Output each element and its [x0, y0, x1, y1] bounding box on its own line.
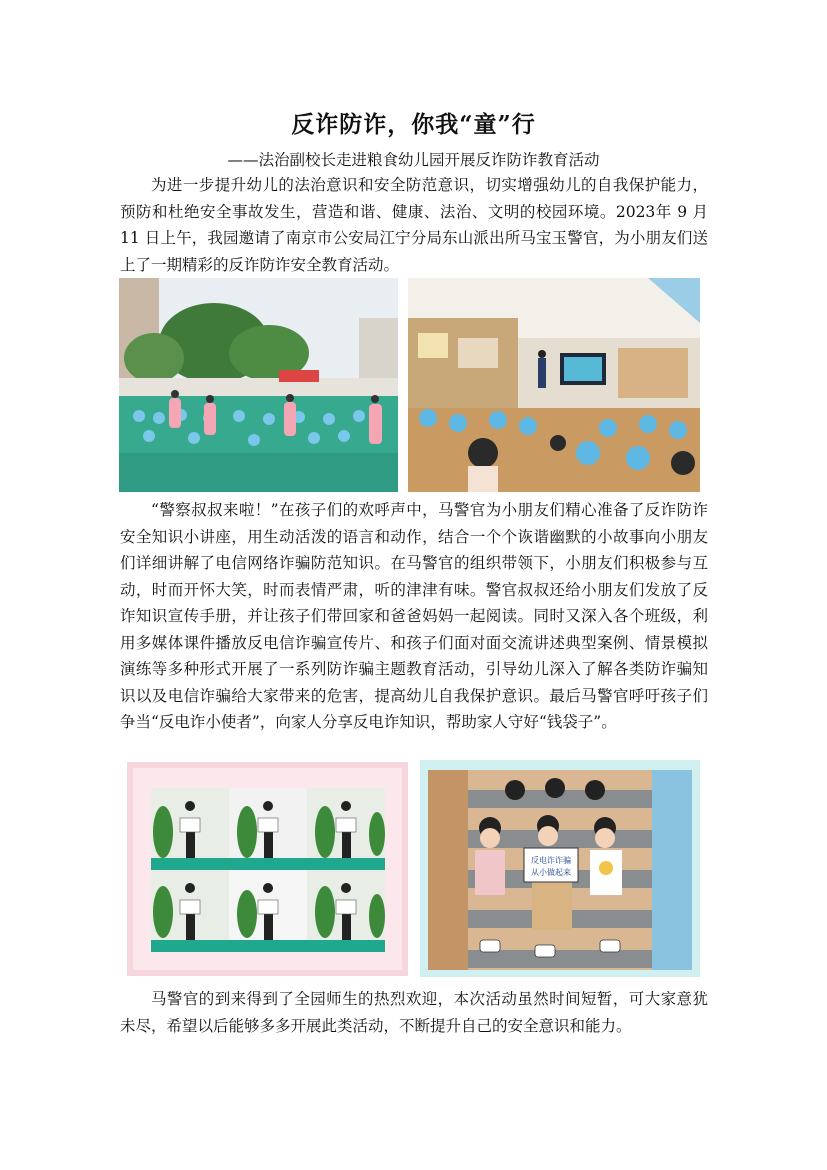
- sign-line-1: 反电诈诈骗: [531, 856, 571, 865]
- paragraph-activity: “警察叔叔来啦！”在孩子们的欢呼声中，马警官为小朋友们精心准备了反诈防诈安全知识小讲座，用生动活泼的语言和动作，结合一个个诙谐幽默的小故事向小朋友们详细讲解了电信网络诈骗防范知识。在马警官的组织带领下，小朋友们积极参与互动，时而开怀大笑，时而表情严肃，听的津津有味。警官叔叔还给小朋友们发放了反诈知识宣传手册，并让孩子们带回家和爸爸妈妈一起阅读。同时又深入各个班级，利用多媒体课件播放反电信诈骗宣传片、和孩子们面对面交流讲述典型案例、情景模拟演练等多种形式开展了一系列防诈骗主题教育活动，引导幼儿深入了解各类防诈骗知识以及电信诈骗给大家带来的危害，提高幼儿自我保护意识。最后马警官呼吁孩子们争当“反电诈小使者”，向家人分享反电诈知识，帮助家人守好“钱袋子”。: [120, 501, 708, 731]
- paragraph-conclusion: 马警官的到来得到了全园师生的热烈欢迎，本次活动虽然时间短暂，可大家意犹未尽，希望以后能够多多开展此类活动，不断提升自己的安全意识和能力。: [120, 990, 708, 1035]
- photo-playground-gathering: [119, 278, 398, 492]
- photo-collage-kids-signs: [127, 762, 408, 976]
- sign-line-2: 从小做起来: [531, 868, 571, 877]
- article-title: 反诈防诈，你我“童”行: [291, 111, 536, 138]
- photo-kids-stairs-sign: [420, 760, 700, 977]
- paragraph-intro: 为进一步提升幼儿的法治意识和安全防范意识，切实增强幼儿的自我保护能力，预防和杜绝安全事故发生，营造和谐、健康、法治、文明的校园环境。2023年 9 月 11 日上午，我园邀请了南京市公安局江宁分局东山派出所马宝玉警官，为小朋友们送上了一期精彩的反诈防诈安全教育活动。: [120, 176, 708, 274]
- article-subtitle: ——法治副校长走进粮食幼儿园开展反诈防诈教育活动: [227, 151, 600, 169]
- photo-classroom-lecture: [408, 278, 700, 492]
